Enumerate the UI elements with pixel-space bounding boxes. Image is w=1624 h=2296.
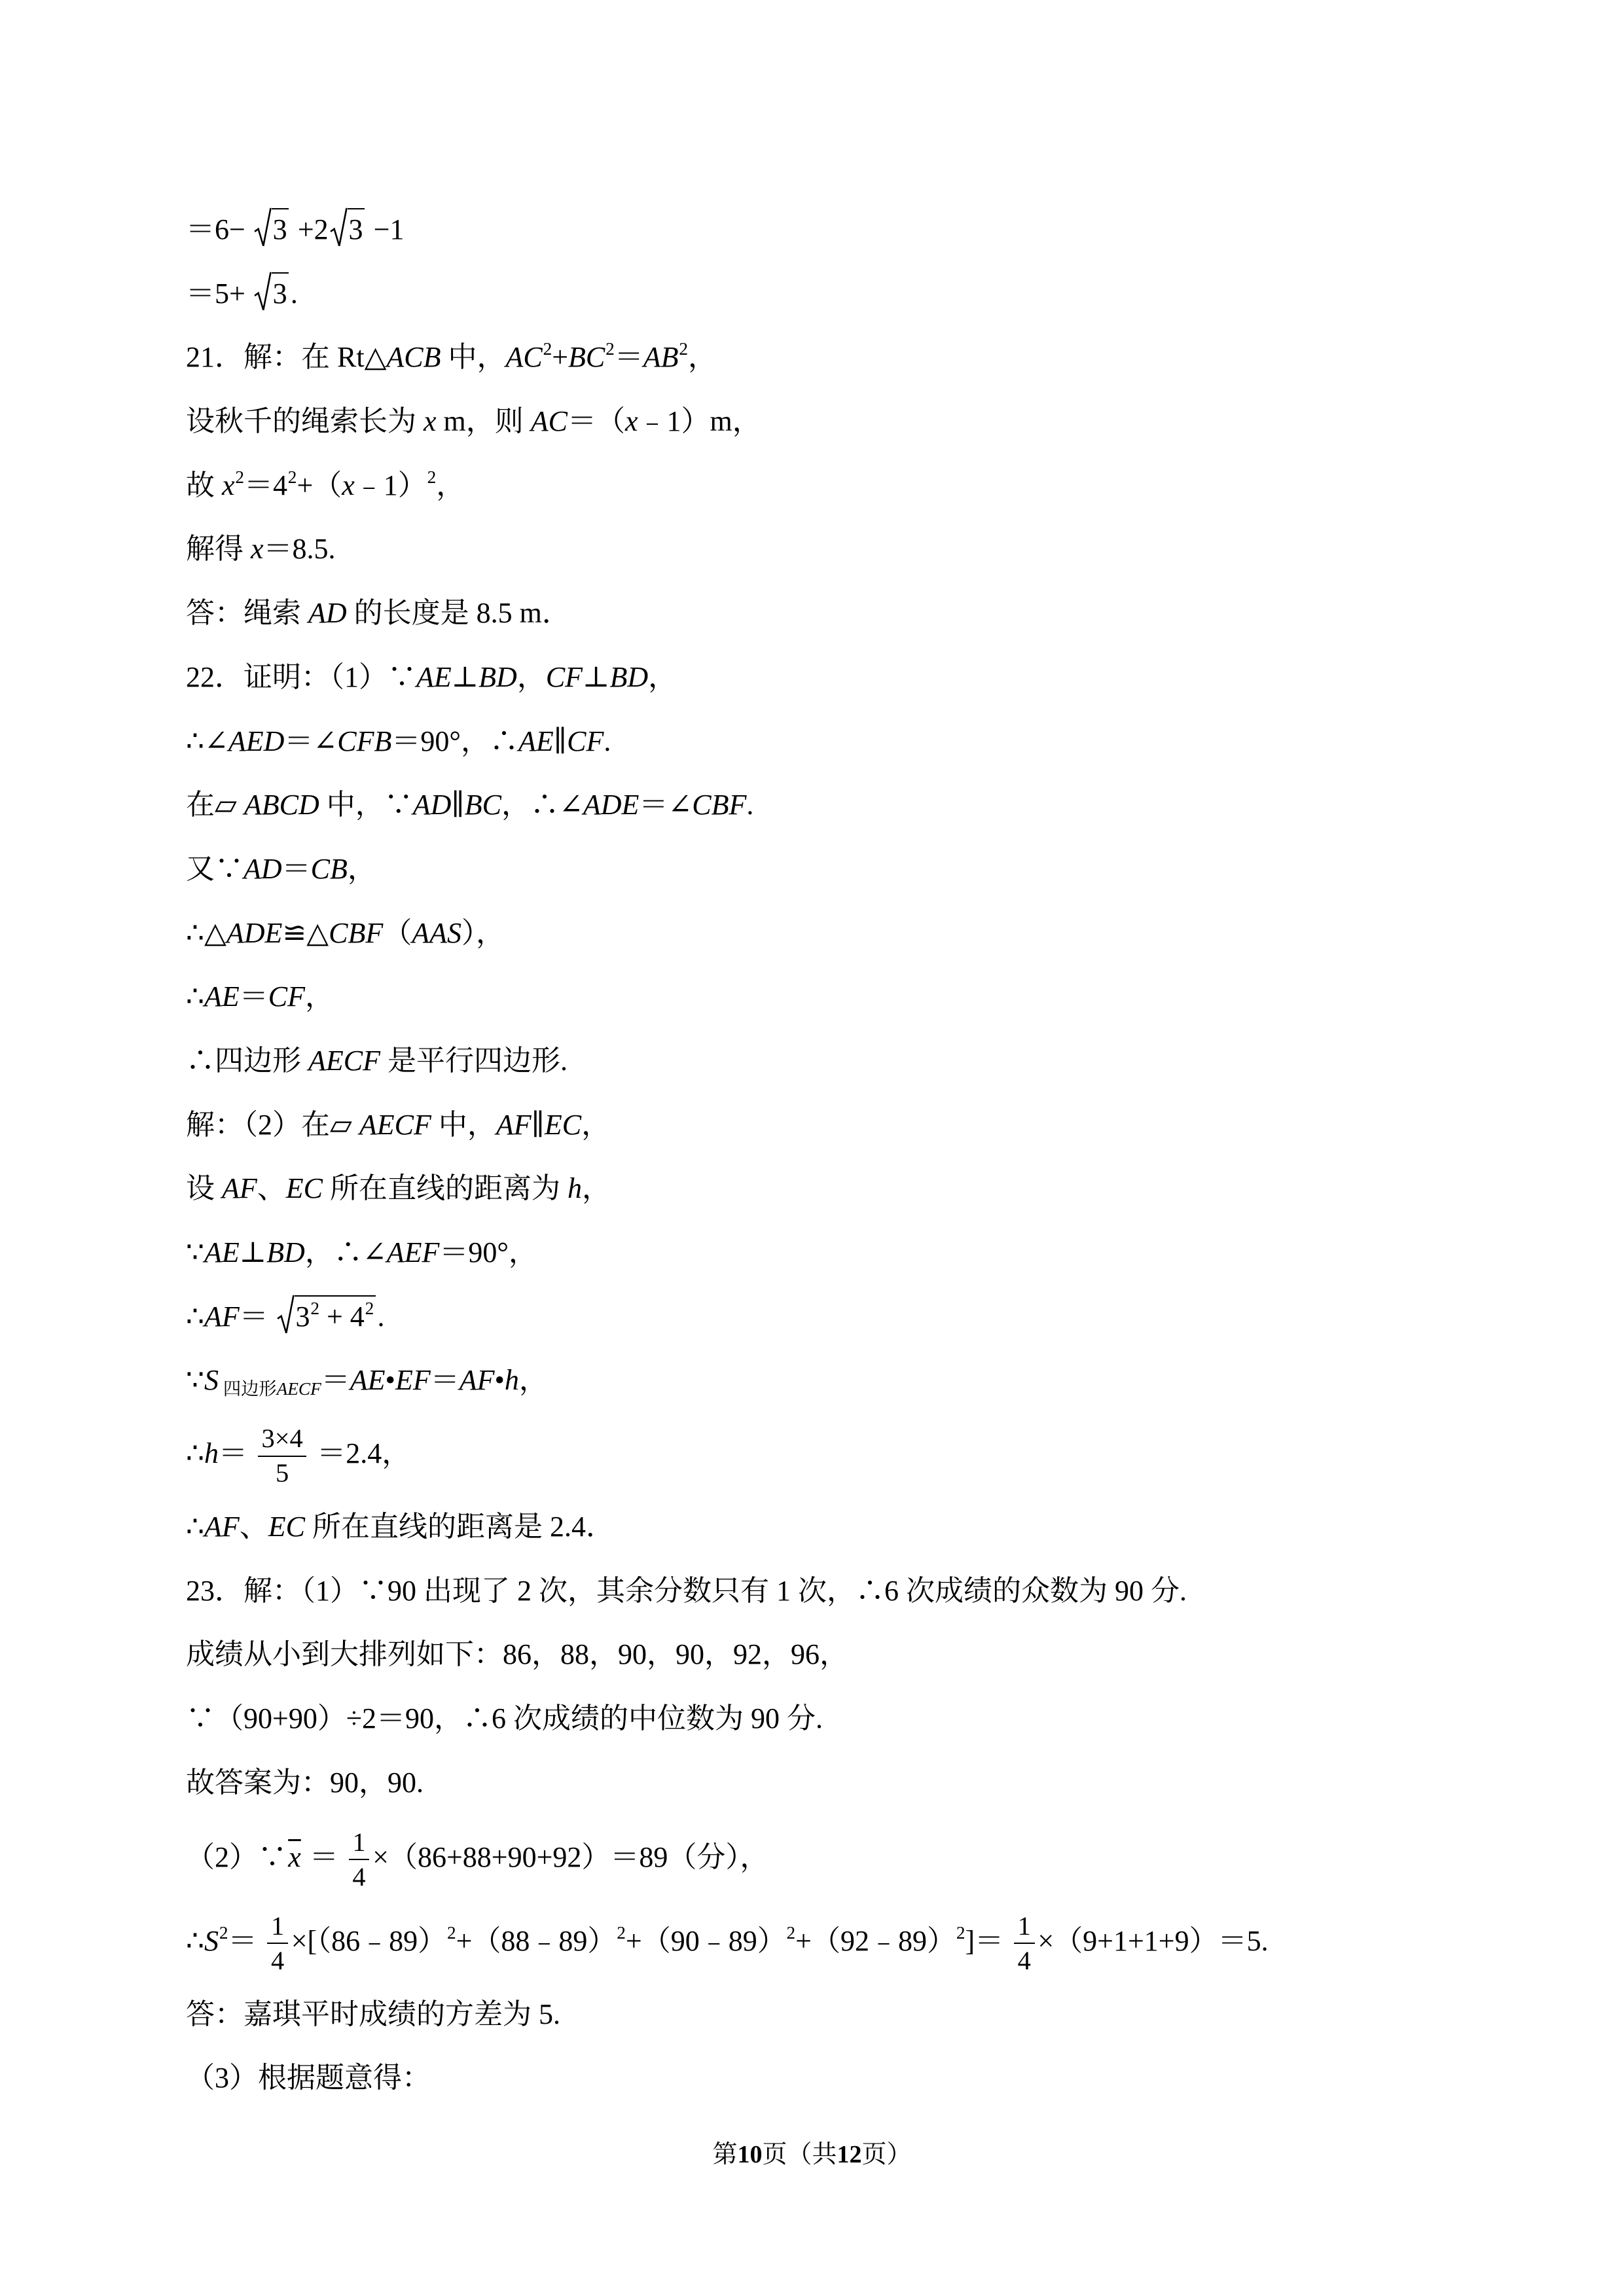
math-variable: CF xyxy=(268,980,305,1013)
text-run: ， xyxy=(648,660,677,693)
math-variable: x xyxy=(222,469,235,501)
radical-sign-icon xyxy=(277,1295,294,1335)
text-line xyxy=(186,1495,1545,1559)
text-run: ，∴∠ xyxy=(304,1236,387,1268)
text-line xyxy=(186,1559,1545,1623)
radicand xyxy=(295,1295,376,1335)
text-run: ＝2.4， xyxy=(310,1437,411,1470)
text-line xyxy=(186,965,1545,1029)
radical-sign-icon xyxy=(254,272,271,312)
text-run: ＝ xyxy=(302,1840,346,1873)
text-run: ）， xyxy=(461,916,505,949)
math-variable: S xyxy=(204,1924,219,1957)
math-variable: CBF xyxy=(692,789,747,821)
text-line xyxy=(186,1348,1545,1412)
text-line xyxy=(186,2046,1545,2110)
text-run: 故 xyxy=(186,469,222,501)
text-run: . xyxy=(290,277,298,310)
math-variable: BD xyxy=(478,660,517,693)
text-run: ＝5+ xyxy=(186,277,253,310)
footer-suffix: 页） xyxy=(861,2141,912,2168)
text-run: 设 xyxy=(186,1172,222,1205)
math-variable: BD xyxy=(609,660,649,693)
text-run: （3）根据题意得： xyxy=(186,2062,431,2094)
radical-sign-icon xyxy=(330,208,347,247)
text-run: ＝ xyxy=(239,1300,276,1333)
text-run: ∥ xyxy=(531,1108,545,1141)
text-run: ， xyxy=(347,852,376,885)
numerator: 1 xyxy=(352,1827,366,1857)
text-run: 在▱ xyxy=(186,789,244,821)
superscript: 2 xyxy=(679,339,688,359)
math-variable: x xyxy=(342,469,355,501)
text-run: ∵（90+90）÷2＝90，∴6 次成绩的中位数为 90 分. xyxy=(186,1702,823,1735)
text-run: +（90﹣89） xyxy=(625,1924,786,1957)
math-variable: AE xyxy=(416,660,452,693)
text-run: ＝ xyxy=(228,1924,264,1957)
text-line xyxy=(186,773,1545,837)
text-line xyxy=(186,1285,1545,1349)
square-root xyxy=(254,272,289,312)
subscript xyxy=(223,1379,321,1399)
math-variable: CF xyxy=(567,725,604,757)
text-line xyxy=(186,454,1545,518)
text-line xyxy=(186,1412,1545,1495)
solution-body xyxy=(186,198,1545,2110)
math-variable: AE xyxy=(204,1236,240,1268)
text-run: ＝6− xyxy=(186,213,253,245)
text-run: 3 xyxy=(295,1300,310,1333)
text-run: 答：嘉琪平时成绩的方差为 5. xyxy=(186,1998,560,2030)
math-variable: AE xyxy=(350,1364,386,1397)
superscript: 2 xyxy=(446,1922,456,1943)
text-run: 解：（2）在▱ xyxy=(186,1108,359,1141)
fraction xyxy=(1014,1910,1035,1977)
text-run: ， xyxy=(582,1172,611,1205)
text-run: +（88﹣89） xyxy=(456,1924,617,1957)
math-variable: ABCD xyxy=(244,789,319,821)
text-run: 是平行四边形. xyxy=(380,1044,568,1077)
text-run: ， xyxy=(436,469,465,501)
text-run: ∵ xyxy=(186,1236,204,1268)
total-pages: 12 xyxy=(837,2141,862,2168)
fraction xyxy=(258,1423,307,1490)
math-variable: AD xyxy=(244,852,282,885)
radicand xyxy=(272,272,289,312)
text-run: . xyxy=(746,789,754,821)
text-run: 3 xyxy=(272,277,287,310)
text-run: ⊥ xyxy=(451,660,479,693)
math-variable: h xyxy=(568,1172,582,1205)
superscript: 2 xyxy=(427,467,437,487)
text-line xyxy=(186,837,1545,901)
text-line xyxy=(186,1982,1545,2047)
math-variable: AED xyxy=(228,725,285,757)
superscript: 2 xyxy=(617,1922,626,1943)
text-line xyxy=(186,198,1545,262)
text-run: ]＝ xyxy=(965,1924,1011,1957)
text-run: . xyxy=(604,725,611,757)
text-run: ≌△ xyxy=(282,916,329,949)
math-variable: ADE xyxy=(583,789,640,821)
math-variable: x xyxy=(251,533,264,565)
text-run: m，则 xyxy=(436,405,531,438)
math-variable: AF xyxy=(222,1172,257,1205)
math-variable: AEF xyxy=(386,1236,440,1268)
text-run: ×（9+1+1+9）＝5. xyxy=(1038,1924,1269,1957)
text-run: 中， xyxy=(441,341,506,374)
math-variable: BC xyxy=(464,789,501,821)
math-variable: AF xyxy=(204,1511,240,1543)
superscript: 2 xyxy=(365,1298,374,1318)
text-run: ， xyxy=(687,341,717,374)
text-run: +2 xyxy=(290,213,329,245)
text-run: ＝（ xyxy=(568,405,625,438)
superscript: 2 xyxy=(235,467,244,487)
text-run: + 4 xyxy=(319,1300,365,1333)
text-run: ＝90°，∴ xyxy=(391,725,518,757)
math-variable: ACB xyxy=(386,341,441,374)
text-line xyxy=(186,517,1545,581)
text-run: ∴四边形 xyxy=(186,1044,308,1077)
superscript: 2 xyxy=(219,1922,228,1943)
page-number: 10 xyxy=(737,2141,763,2168)
text-run: ∴ xyxy=(186,980,204,1013)
math-variable: CFB xyxy=(337,725,392,757)
text-line xyxy=(186,325,1545,389)
square-root xyxy=(254,208,289,247)
text-run: ＝ xyxy=(430,1364,460,1397)
math-variable: S xyxy=(204,1364,219,1397)
text-run: ＝90°， xyxy=(439,1236,537,1268)
text-run: ＝4 xyxy=(244,469,287,501)
math-variable: ADE xyxy=(226,916,283,949)
text-run: 3 xyxy=(272,213,287,245)
text-line xyxy=(186,709,1545,774)
text-run: 中， xyxy=(431,1108,496,1141)
text-run: +（92﹣89） xyxy=(795,1924,956,1957)
text-line xyxy=(186,1623,1545,1687)
denominator: 5 xyxy=(258,1456,307,1490)
math-variable: EC xyxy=(285,1172,323,1205)
fraction xyxy=(349,1827,370,1893)
square-root xyxy=(277,1295,376,1335)
text-run: 故答案为：90，90. xyxy=(186,1766,424,1799)
text-line xyxy=(186,1029,1545,1093)
text-run: ， xyxy=(516,660,546,693)
text-run: ﹣1）m， xyxy=(638,405,761,438)
text-run: ， xyxy=(518,1364,548,1397)
math-variable: AF xyxy=(496,1108,532,1141)
text-run: 所在直线的距离是 2.4． xyxy=(305,1511,615,1543)
text-run: ＝ xyxy=(281,852,311,885)
text-run: 23．解：（1）∵90 出现了 2 次，其余分数只有 1 次，∴6 次成绩的众数为 90 分. xyxy=(186,1574,1187,1607)
math-variable: h xyxy=(204,1437,219,1470)
text-run: 的长度是 8.5 m． xyxy=(346,597,571,630)
text-run: 3 xyxy=(348,213,363,245)
text-run: ﹣1） xyxy=(354,469,427,501)
math-variable: CF xyxy=(545,660,583,693)
text-run: ， xyxy=(305,980,334,1013)
text-run: 设秋千的绳索长为 xyxy=(186,405,424,438)
superscript: 2 xyxy=(287,467,297,487)
text-line xyxy=(186,645,1545,709)
text-run: −1 xyxy=(366,213,405,245)
numerator: 1 xyxy=(270,1910,285,1941)
math-variable: AD xyxy=(308,597,347,630)
text-run: ，∴∠ xyxy=(501,789,583,821)
text-run: 所在直线的距离为 xyxy=(323,1172,568,1205)
text-line xyxy=(186,1093,1545,1157)
text-run: ＝∠ xyxy=(284,725,338,757)
math-variable: EC xyxy=(544,1108,582,1141)
text-line xyxy=(186,901,1545,965)
text-run: ＝8.5. xyxy=(263,533,336,565)
math-variable: BC xyxy=(568,341,605,374)
text-run: ×（86+88+90+92）＝89（分）， xyxy=(372,1840,769,1873)
text-run: 、 xyxy=(239,1511,268,1543)
math-variable: AECF xyxy=(308,1044,380,1077)
footer-prefix: 第 xyxy=(712,2141,738,2168)
math-variable: x xyxy=(625,405,638,438)
math-variable: AC xyxy=(530,405,568,438)
text-line xyxy=(186,1751,1545,1815)
text-run: ⊥ xyxy=(239,1236,267,1268)
radicand xyxy=(348,208,365,247)
text-run: 成绩从小到大排列如下：86，88，90，90，92，96， xyxy=(186,1638,848,1671)
text-run: ⊥ xyxy=(583,660,610,693)
radicand xyxy=(272,208,289,247)
text-run: ， xyxy=(581,1108,611,1141)
text-run: ∴ xyxy=(186,1924,204,1957)
text-line xyxy=(186,389,1545,454)
mean-symbol: $\overline{x}$ xyxy=(288,1840,301,1873)
text-run: + xyxy=(552,341,569,374)
text-run: 中，∵ xyxy=(319,789,413,821)
text-run: • xyxy=(385,1364,395,1397)
text-run: ∴△ xyxy=(186,916,226,949)
math-variable: AECF xyxy=(359,1108,431,1141)
denominator: 4 xyxy=(1014,1943,1035,1977)
square-root xyxy=(330,208,365,247)
text-run: ＝ xyxy=(321,1364,350,1397)
numerator: 1 xyxy=(1017,1910,1031,1941)
math-variable: CBF xyxy=(329,916,384,949)
text-run: ∴∠ xyxy=(186,725,228,757)
text-line xyxy=(186,1687,1545,1751)
text-run: ∥ xyxy=(553,725,568,757)
math-variable: AD xyxy=(412,789,452,821)
text-run: ＝ xyxy=(219,1437,255,1470)
text-run: . xyxy=(377,1300,385,1333)
text-run: （ xyxy=(383,916,412,949)
denominator: 4 xyxy=(267,1943,288,1977)
text-run: 四边形 xyxy=(223,1379,277,1399)
math-variable: AC xyxy=(505,341,543,374)
text-run: ∴ xyxy=(186,1437,204,1470)
denominator: 4 xyxy=(349,1859,370,1893)
text-run: 又∵ xyxy=(186,852,244,885)
text-line xyxy=(186,1157,1545,1221)
superscript: 2 xyxy=(543,339,552,359)
math-variable: EC xyxy=(268,1511,305,1543)
math-variable: x xyxy=(424,405,437,438)
text-line xyxy=(186,1815,1545,1900)
text-run: 、 xyxy=(257,1172,286,1205)
numerator: 3×4 xyxy=(261,1424,303,1454)
superscript: 2 xyxy=(310,1298,319,1318)
text-run: ＝ xyxy=(239,980,268,1013)
text-line xyxy=(186,1221,1545,1285)
superscript: 2 xyxy=(956,1922,965,1943)
text-line xyxy=(186,581,1545,645)
superscript: 2 xyxy=(786,1922,796,1943)
text-run: 解得 xyxy=(186,533,251,565)
text-run: 21．解：在 Rt△ xyxy=(186,341,387,374)
math-variable: AECF xyxy=(276,1379,321,1399)
math-variable: AE xyxy=(518,725,554,757)
text-run: ∵ xyxy=(186,1364,204,1397)
math-variable: EF xyxy=(395,1364,431,1397)
text-run: （2）∵ xyxy=(186,1840,287,1873)
math-variable: AAS xyxy=(412,916,461,949)
text-run: ＝∠ xyxy=(639,789,693,821)
math-variable: BD xyxy=(266,1236,305,1268)
text-run: • xyxy=(494,1364,505,1397)
page-footer xyxy=(0,2139,1624,2170)
text-run: ×[（86﹣89） xyxy=(291,1924,447,1957)
math-variable: AF xyxy=(204,1300,240,1333)
text-run: ∥ xyxy=(451,789,465,821)
fraction xyxy=(267,1910,288,1977)
footer-middle: 页（共 xyxy=(762,2141,837,2168)
text-run: +（ xyxy=(297,469,342,501)
text-line xyxy=(186,262,1545,326)
math-variable: CB xyxy=(310,852,348,885)
text-run: ＝ xyxy=(614,341,643,374)
math-variable: AF xyxy=(459,1364,495,1397)
math-variable: AB xyxy=(643,341,679,374)
math-variable: h xyxy=(504,1364,519,1397)
math-variable: AE xyxy=(204,980,240,1013)
text-run: ∴ xyxy=(186,1300,204,1333)
text-run: 答：绳索 xyxy=(186,597,308,630)
text-line xyxy=(186,1900,1545,1982)
text-run: 22．证明：（1）∵ xyxy=(186,660,416,693)
radical-sign-icon xyxy=(254,208,271,247)
superscript: 2 xyxy=(605,339,615,359)
text-run: ∴ xyxy=(186,1511,204,1543)
